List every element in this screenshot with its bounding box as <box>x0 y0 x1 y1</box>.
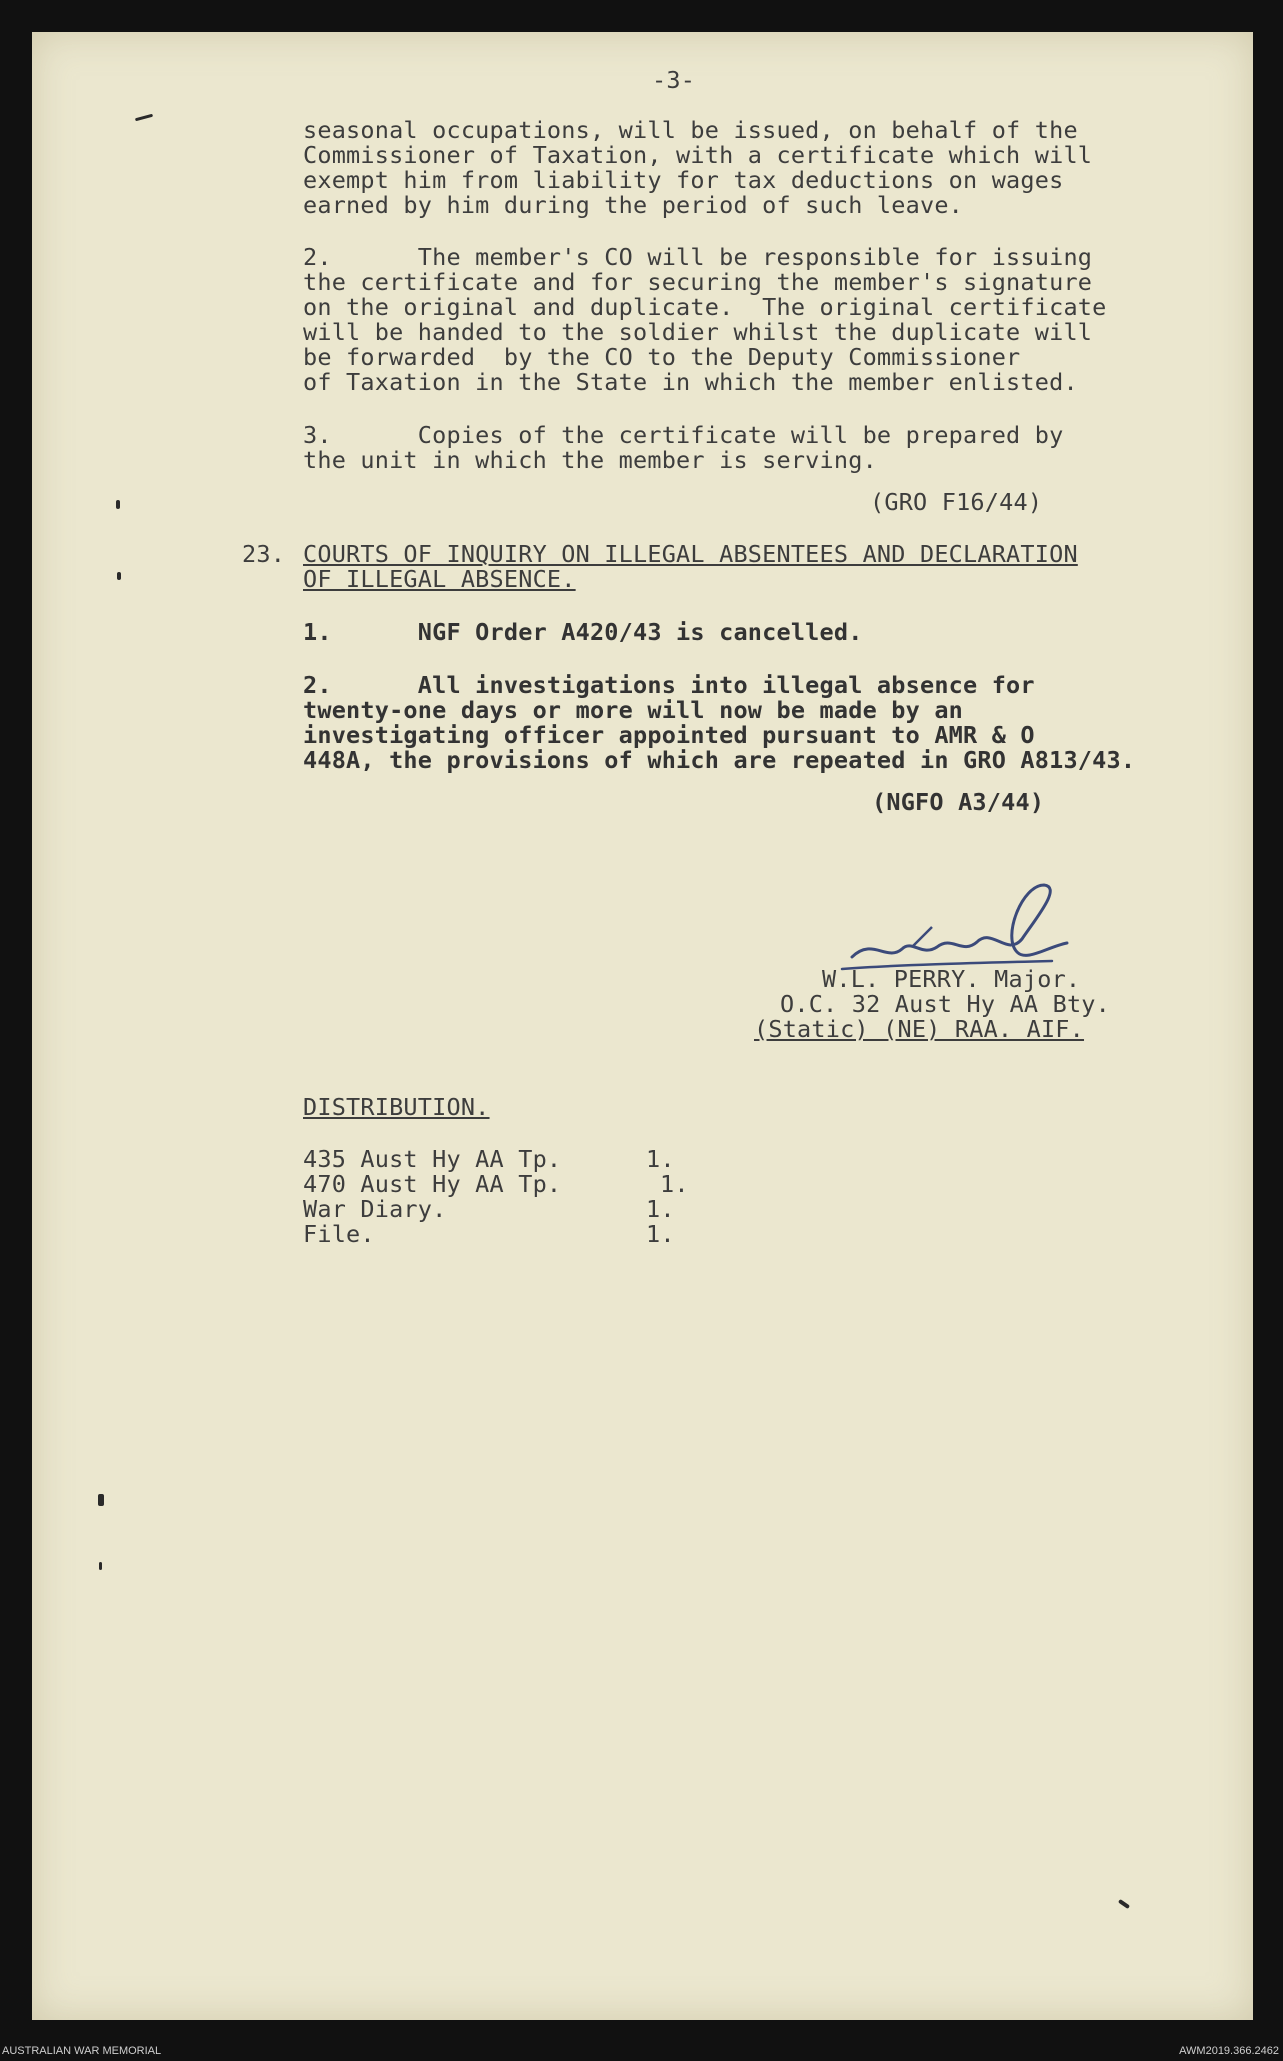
reference-code: (GRO F16/44) <box>870 488 1043 516</box>
page-number: -3- <box>652 66 696 94</box>
punch-hole-mark <box>116 500 120 509</box>
paragraph-line: 2. The member's CO will be responsible for issuing <box>303 243 1093 271</box>
list-item: 470 Aust Hy AA Tp. <box>303 1170 562 1198</box>
list-item-qty: 1. <box>646 1145 675 1173</box>
paragraph-line: investigating officer appointed pursuant to AMR & O <box>303 721 1035 749</box>
list-item-qty: 1. <box>646 1195 675 1223</box>
signatory-unit: (Static) (NE) RAA. AIF. <box>754 1015 1085 1043</box>
list-item: War Diary. <box>303 1195 447 1223</box>
section-title: COURTS OF INQUIRY ON ILLEGAL ABSENTEES AND DECLARATION <box>303 540 1078 568</box>
paragraph-line: seasonal occupations, will be issued, on behalf of the <box>303 116 1078 144</box>
paragraph-line: on the original and duplicate. The original certificate <box>303 293 1107 321</box>
paragraph-line: exempt him from liability for tax deductions on wages <box>303 166 1064 194</box>
corner-tick-mark <box>1118 1899 1130 1909</box>
signatory-name: W.L. PERRY. Major. <box>822 965 1081 993</box>
list-item-qty: 1. <box>646 1220 675 1248</box>
paragraph-line: 3. Copies of the certificate will be prepared by <box>303 421 1064 449</box>
paragraph-line: 2. All investigations into illegal absence for <box>303 671 1035 699</box>
punch-hole-mark <box>98 1494 104 1506</box>
list-item-qty: 1. <box>660 1170 689 1198</box>
paragraph-line: earned by him during the period of such leave. <box>303 191 964 219</box>
paragraph-line: the certificate and for securing the member's signature <box>303 268 1093 296</box>
signatory-unit: O.C. 32 Aust Hy AA Bty. <box>780 990 1111 1018</box>
paragraph-line: Commissioner of Taxation, with a certificate which will <box>303 141 1093 169</box>
paragraph-line: of Taxation in the State in which the member enlisted. <box>303 368 1078 396</box>
paragraph-line: 448A, the provisions of which are repeated in GRO A813/43. <box>303 746 1136 774</box>
punch-hole-mark <box>99 1562 102 1570</box>
section-title: OF ILLEGAL ABSENCE. <box>303 565 576 593</box>
reference-code: (NGFO A3/44) <box>872 788 1045 816</box>
footer-left: AUSTRALIAN WAR MEMORIAL <box>2 2045 162 2057</box>
paragraph-line: 1. NGF Order A420/43 is cancelled. <box>303 618 863 646</box>
distribution-heading: DISTRIBUTION. <box>303 1093 490 1121</box>
paragraph-line: the unit in which the member is serving. <box>303 446 877 474</box>
paragraph-line: be forwarded by the CO to the Deputy Commissioner <box>303 343 1021 371</box>
list-item: File. <box>303 1220 375 1248</box>
paragraph-line: twenty-one days or more will now be made by an <box>303 696 964 724</box>
footer-right: AWM2019.366.2462 <box>1179 2045 1279 2057</box>
list-item: 435 Aust Hy AA Tp. <box>303 1145 562 1173</box>
paragraph-line: will be handed to the soldier whilst the duplicate will <box>303 318 1093 346</box>
section-number: 23. <box>242 540 286 568</box>
document-page <box>32 32 1253 2020</box>
punch-hole-mark <box>117 572 121 580</box>
corner-tick-mark <box>135 114 153 122</box>
